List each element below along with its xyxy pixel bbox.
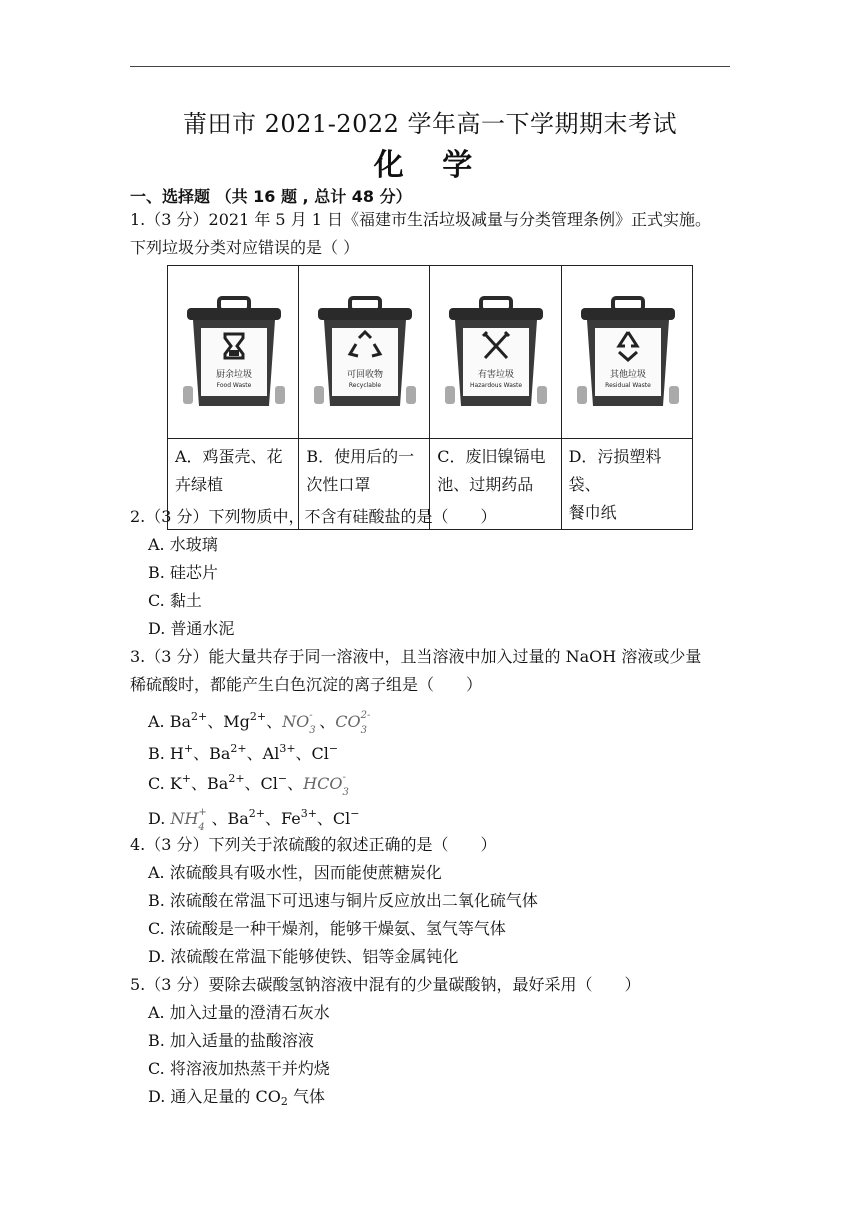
section-heading: 一、选择题 （共 16 题 , 总计 48 分）: [130, 187, 412, 206]
q4-option-d: D. 浓硫酸在常温下能够使铁、铝等金属钝化: [148, 947, 459, 966]
q5-option-a: A. 加入过量的澄清石灰水: [148, 1003, 330, 1022]
bin-label-cn: 有害垃圾: [478, 370, 515, 380]
bin-label-cn: 其他垃圾: [609, 370, 646, 380]
q3-option-a: A. $Ba^{2+}$、$Mg^{2+}$、NO - 3 、CO 2- 3: [148, 710, 371, 736]
residual-bin-image: [575, 294, 681, 416]
q3-option-d: D. NH + 4 、$Ba^{2+}$、$Fe^{3+}$、Cl−: [148, 807, 360, 833]
bin-label-cn: 厨余垃圾: [215, 370, 253, 380]
bin-label-cn: 可回收物: [347, 370, 384, 380]
food-waste-bin-image: [181, 294, 287, 416]
q3-option-c: C. K+、$Ba^{2+}$、Cl−、HCO - 3: [148, 772, 349, 798]
recyclable-bin-image: [312, 294, 418, 416]
bin-label-en: Residual Waste: [604, 382, 651, 389]
q2-stem: 2.（3 分）下列物质中，不含有硅酸盐的是（ ）: [130, 507, 497, 526]
bin-cell-food: [168, 266, 299, 439]
header-rule: [130, 66, 730, 67]
q1-stem-line2: 下列垃圾分类对应错误的是（ ）: [130, 238, 360, 257]
q4-option-b: B. 浓硫酸在常温下可迅速与铜片反应放出二氧化硫气体: [148, 891, 538, 910]
q2-option-a: A. 水玻璃: [148, 535, 218, 554]
q1-option-d: D．污损塑料袋、 餐巾纸: [561, 439, 692, 530]
hazardous-bin-image: [443, 294, 549, 416]
bin-label-en: Recyclable: [349, 382, 382, 389]
q2-option-d: D. 普通水泥: [148, 619, 235, 638]
q1-option-c: C．废旧镍镉电 池、过期药品: [430, 439, 561, 530]
q1-option-b: B．使用后的一 次性口罩: [299, 439, 430, 530]
q5-stem: 5.（3 分）要除去碳酸氢钠溶液中混有的少量碳酸钠，最好采用（ ）: [130, 975, 641, 994]
q5-option-d: D. 通入足量的 $CO_2$ 气体: [148, 1087, 325, 1108]
bin-cell-hazardous: [430, 266, 561, 439]
bin-cell-recyclable: [299, 266, 430, 439]
q4-option-c: C. 浓硫酸是一种干燥剂，能够干燥氨、氢气等气体: [148, 919, 506, 938]
q2-option-b: B. 硅芯片: [148, 563, 218, 582]
q3-stem-line1: 3.（3 分）能大量共存于同一溶液中，且当溶液中加入过量的 NaOH 溶液或少量: [130, 647, 702, 666]
q1-option-a: A．鸡蛋壳、花 卉绿植: [168, 439, 299, 530]
q4-stem: 4.（3 分）下列关于浓硫酸的叙述正确的是（ ）: [130, 835, 497, 854]
q1-stem-line1: 1.（3 分）2021 年 5 月 1 日《福建市生活垃圾减量与分类管理条例》正式实施。: [130, 210, 712, 229]
q4-option-a: A. 浓硫酸具有吸水性，因而能使蔗糖炭化: [148, 863, 442, 882]
waste-bin-table: [167, 265, 693, 530]
q5-option-b: B. 加入适量的盐酸溶液: [148, 1031, 314, 1050]
q5-option-c: C. 将溶液加热蒸干并灼烧: [148, 1059, 330, 1078]
q3-option-b: B. H+、$Ba^{2+}$、$Al^{3+}$、Cl−: [148, 742, 339, 763]
q3-stem-line2: 稀硫酸时，都能产生白色沉淀的离子组是（ ）: [130, 675, 483, 694]
exam-title: 莆田市 2021-2022 学年高一下学期期末考试: [182, 110, 678, 138]
bin-label-en: Hazardous Waste: [470, 382, 523, 389]
bin-label-en: Food Waste: [216, 382, 252, 389]
bin-cell-residual: [561, 266, 692, 439]
subject-title: 化 学: [373, 148, 487, 183]
q2-option-c: C. 黏土: [148, 591, 202, 610]
